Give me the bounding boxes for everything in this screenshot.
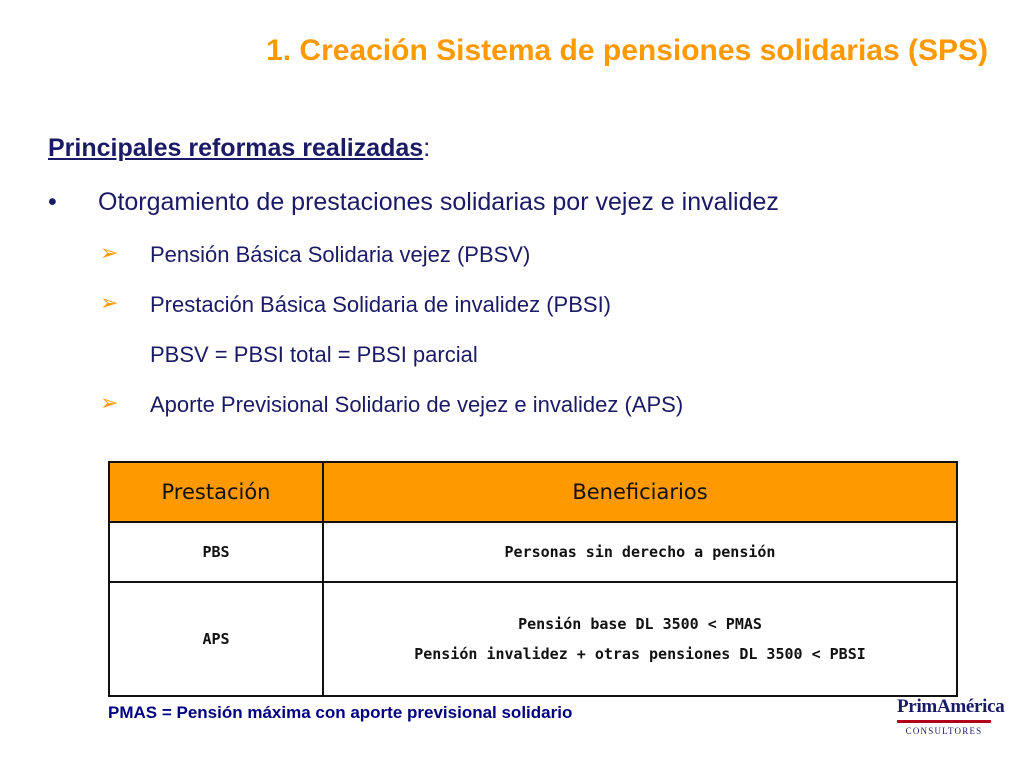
- logo-name: PrimAmérica: [897, 696, 1005, 717]
- bullet-marker-icon: •: [48, 188, 57, 216]
- table-cell-beneficiarios: Personas sin derecho a pensión: [323, 522, 957, 582]
- company-logo: [897, 696, 1005, 736]
- benefits-table: [108, 461, 958, 697]
- logo-tagline: CONSULTORES: [905, 726, 983, 736]
- sub-item-text: Aporte Previsional Solidario de vejez e invalidez (APS): [150, 392, 684, 417]
- section-heading: [48, 134, 430, 163]
- table-cell-prestacion: APS: [109, 582, 323, 696]
- table-cell-prestacion: PBS: [109, 522, 323, 582]
- beneficiary-line: Pensión invalidez + otras pensiones DL 3500 < PBSI: [414, 645, 866, 663]
- section-heading-colon: :: [423, 134, 431, 162]
- table-cell-beneficiarios: [323, 582, 957, 696]
- section-heading-text: Principales reformas realizadas: [48, 134, 424, 162]
- sub-item-text: PBSV = PBSI total = PBSI parcial: [150, 342, 478, 367]
- logo-divider: [897, 720, 991, 723]
- table-header-row: [109, 462, 957, 522]
- table-row: [109, 582, 957, 696]
- arrow-bullet-icon: ➢: [100, 390, 119, 415]
- sub-item-text: Pensión Básica Solidaria vejez (PBSV): [150, 242, 531, 267]
- arrow-bullet-icon: ➢: [100, 240, 119, 265]
- footnote: PMAS = Pensión máxima con aporte previsional solidario: [108, 703, 573, 722]
- slide-title: 1. Creación Sistema de pensiones solidarias (SPS): [266, 34, 988, 67]
- bullet-text: Otorgamiento de prestaciones solidarias por vejez e invalidez: [98, 188, 779, 216]
- column-header-beneficiarios: Beneficiarios: [323, 462, 957, 522]
- sub-item-text: Prestación Básica Solidaria de invalidez (PBSI): [150, 292, 612, 317]
- table-row: [109, 522, 957, 582]
- beneficiary-line: Pensión base DL 3500 < PMAS: [518, 615, 762, 633]
- arrow-bullet-icon: ➢: [100, 290, 119, 315]
- column-header-prestacion: Prestación: [109, 462, 323, 522]
